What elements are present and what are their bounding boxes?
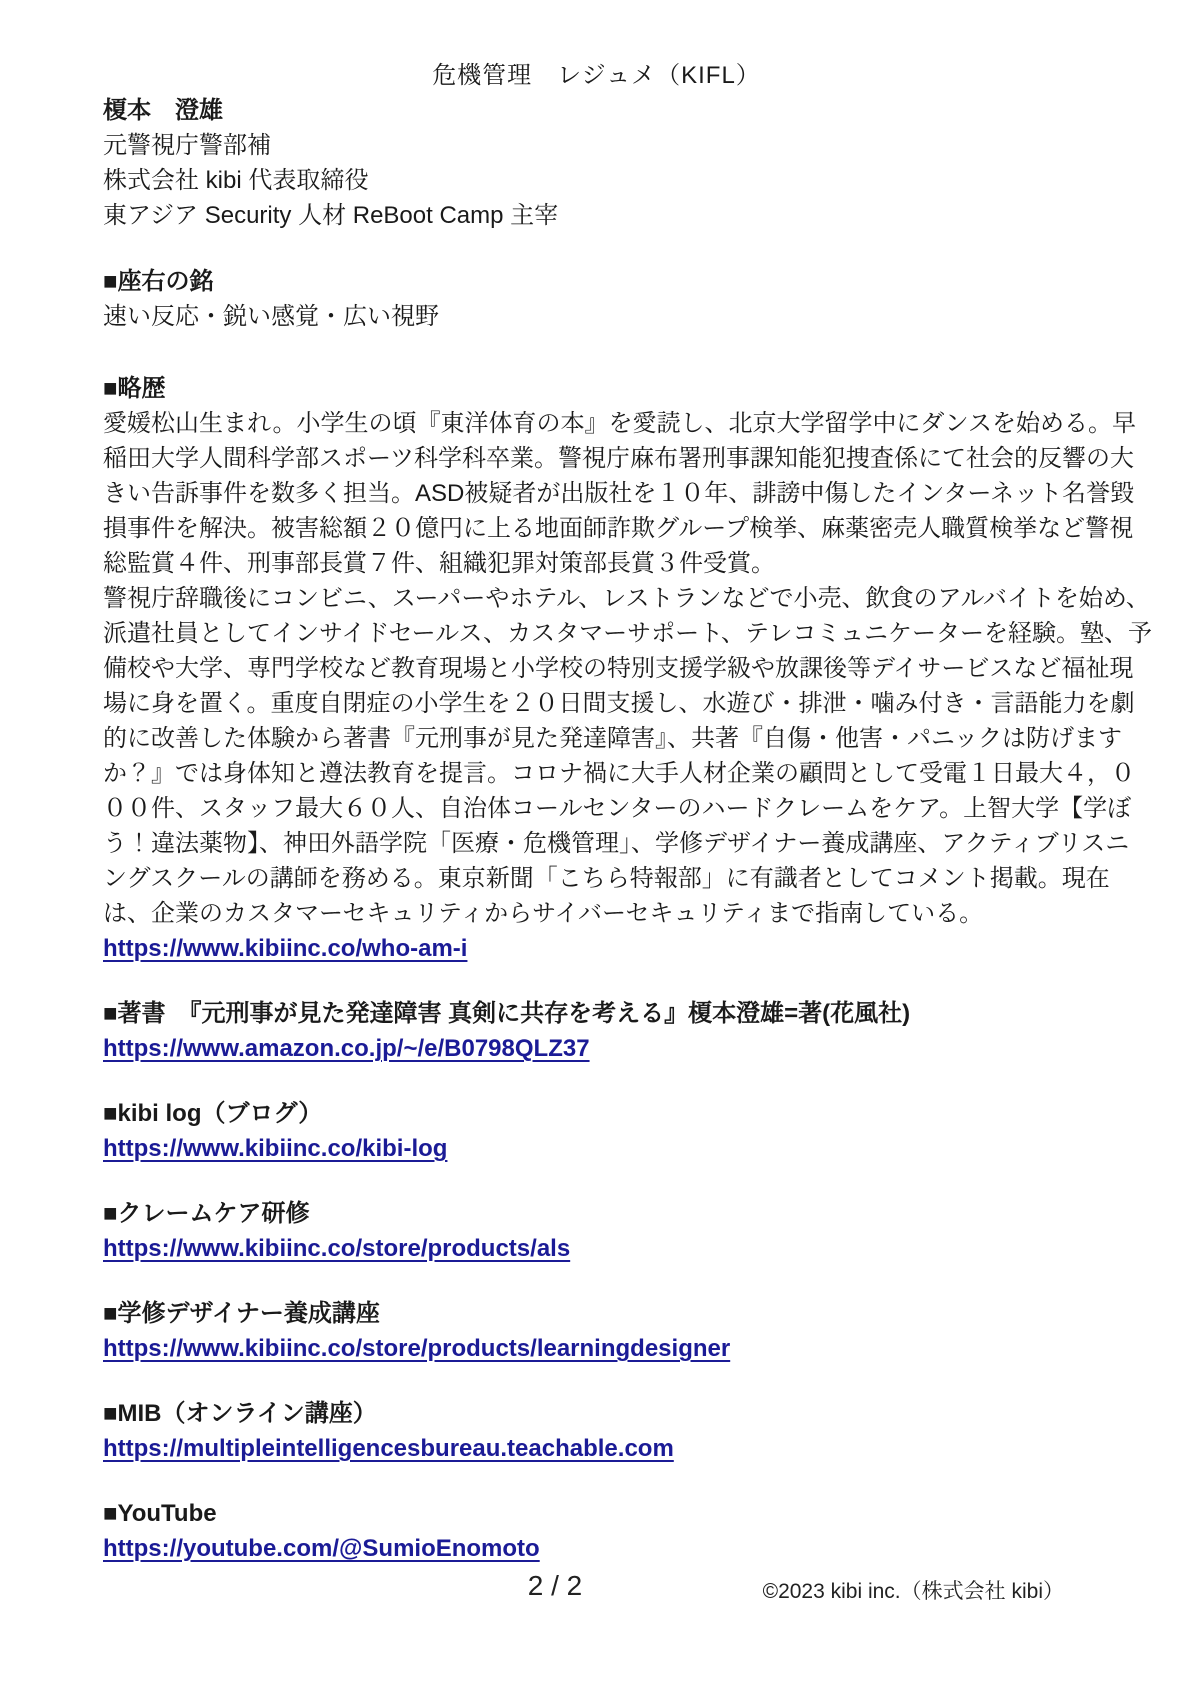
bio-line: か？』では身体知と遵法教育を提言。コロナ禍に大手人材企業の顧問として受電１日最大４，０ <box>103 760 1135 787</box>
profile-line: 東アジア Security 人材 ReBoot Camp 主宰 <box>103 202 559 229</box>
document-title: 危機管理 レジュメ（KIFL） <box>432 62 761 89</box>
copyright-notice: ©2023 kibi inc.（株式会社 kibi） <box>762 1580 1064 1603</box>
bio-line: 場に身を置く。重度自閉症の小学生を２０日間支援し、水遊び・排泄・噛み付き・言語能力を劇 <box>103 690 1135 717</box>
link-section <box>103 1496 1090 1566</box>
bio-line: 愛媛松山生まれ。小学生の頃『東洋体育の本』を愛読し、北京大学留学中にダンスを始める。早 <box>103 410 1136 437</box>
link-section <box>103 1096 1090 1166</box>
link-section <box>103 1196 1090 1266</box>
who-am-i-link[interactable]: https://www.kibiinc.co/who-am-i <box>103 935 468 962</box>
link-section <box>103 1296 1090 1366</box>
link-sections <box>103 996 1090 1566</box>
profile-name: 榎本 澄雄 <box>103 97 223 124</box>
bio-line: 的に改善した体験から著書『元刑事が見た発達障害』、共著『自傷・他害・パニックは防げます <box>103 725 1123 752</box>
profile-line: 株式会社 kibi 代表取締役 <box>103 167 369 194</box>
page-number: 2 / 2 <box>527 1570 583 1601</box>
link-section-heading: ■著書 『元刑事が見た発達障害 真剣に共存を考える』榎本澄雄=著(花風社) <box>103 1000 911 1027</box>
bio-line: 稲田大学人間科学部スポーツ科学科卒業。警視庁麻布署刑事課知能犯捜査係にて社会的反響の大 <box>103 445 1135 472</box>
link-section-heading: ■学修デザイナー養成講座 <box>103 1300 380 1327</box>
profile-line: 元警視庁警部補 <box>103 132 271 159</box>
bio-line: 総監賞４件、刑事部長賞７件、組織犯罪対策部長賞３件受賞。 <box>103 550 775 577</box>
link-section <box>103 1396 1090 1466</box>
link-section-heading: ■YouTube <box>103 1500 217 1527</box>
profile-lines <box>103 128 1090 233</box>
section-link[interactable]: https://www.kibiinc.co/kibi-log <box>103 1135 448 1162</box>
bio-line: ングスクールの講師を務める。東京新聞「こちら特報部」に有識者としてコメント掲載。現在 <box>103 865 1110 892</box>
section-link[interactable]: https://multipleintelligencesbureau.teachable.com <box>103 1435 674 1462</box>
bio-line: は、企業のカスタマーセキュリティからサイバーセキュリティまで指南している。 <box>103 900 984 927</box>
link-section <box>103 996 1090 1066</box>
section-link[interactable]: https://www.amazon.co.jp/~/e/B0798QLZ37 <box>103 1035 590 1062</box>
bio-heading: ■略歴 <box>103 375 166 402</box>
link-section-heading: ■クレームケア研修 <box>103 1200 310 1227</box>
section-link[interactable]: https://www.kibiinc.co/store/products/als <box>103 1235 571 1262</box>
link-section-heading: ■kibi log（ブログ） <box>103 1100 323 1127</box>
motto-section <box>103 264 1090 334</box>
bio-line: きい告訴事件を数多く担当。ASD被疑者が出版社を１０年、誹謗中傷したインターネット名誉毀 <box>103 480 1135 507</box>
link-section-heading: ■MIB（オンライン講座） <box>103 1400 377 1427</box>
bio-line: 派遣社員としてインサイドセールス、カスタマーサポート、テレコミュニケーターを経験。塾、予 <box>103 620 1153 647</box>
bio-line: ００件、スタッフ最大６０人、自治体コールセンターのハードクレームをケア。上智大学【学ぼ <box>103 795 1132 822</box>
bio-line: 備校や大学、専門学校など教育現場と小学校の特別支援学級や放課後等デイサービスなど福祉現 <box>103 655 1134 682</box>
bio-line: う！違法薬物】、神田外語学院「医療・危機管理」、学修デザイナー養成講座、アクティブリスニ <box>103 830 1130 857</box>
bio-section <box>103 371 1153 966</box>
section-link[interactable]: https://www.kibiinc.co/store/products/learningdesigner <box>103 1335 731 1362</box>
bio-paragraph <box>103 406 1153 931</box>
bio-line: 警視庁辞職後にコンビニ、スーパーやホテル、レストランなどで小売、飲食のアルバイトを始め、 <box>103 585 1150 612</box>
bio-line: 損事件を解決。被害総額２０億円に上る地面師詐欺グループ検挙、麻薬密売人職質検挙など警視 <box>103 515 1134 542</box>
section-link[interactable]: https://youtube.com/@SumioEnomoto <box>103 1535 540 1562</box>
motto-heading: ■座右の銘 <box>103 268 214 295</box>
motto-text: 速い反応・鋭い感覚・広い視野 <box>103 303 439 330</box>
